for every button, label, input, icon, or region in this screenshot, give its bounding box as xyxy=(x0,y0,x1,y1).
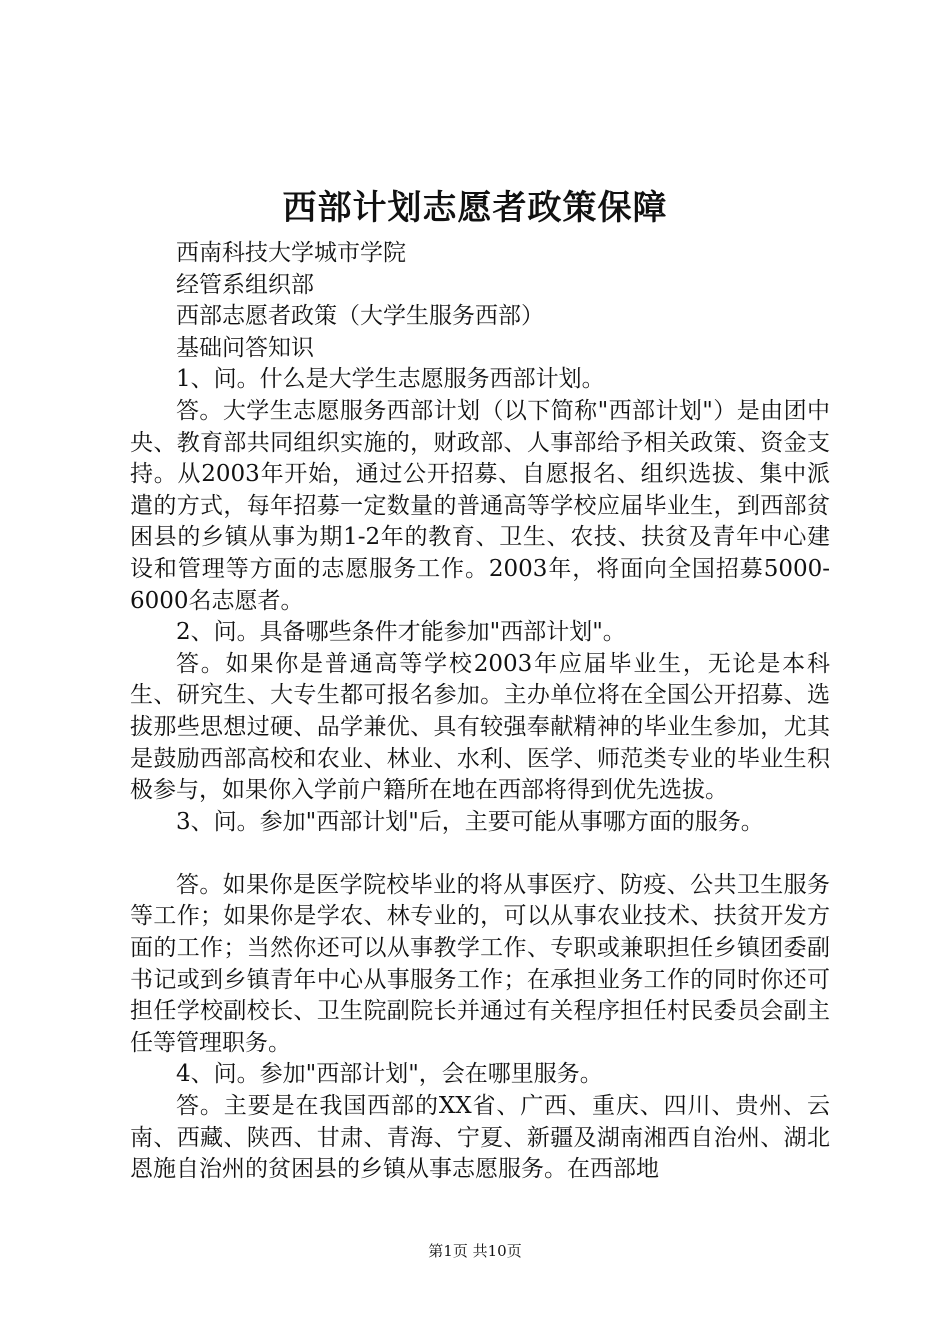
question-3: 3、问。参加"西部计划"后，主要可能从事哪方面的服务。 xyxy=(176,808,764,835)
paragraph-school: 西南科技大学城市学院 xyxy=(176,240,406,266)
answer-3: 答。如果你是医学院校毕业的将从事医疗、防疫、公共卫生服务等工作；如果你是学农、林专业的，可以从事农业技术、扶贫开发方面的工作；当然你还可以从事教学工作、专职或兼职担任乡镇团委副书记或到乡镇青年中心从事服务工作；在承担业务工作的同时你还可担任学校副校长、卫生院副院长并通过有关程序担任村民委员会副主任等管理职务。 xyxy=(130,871,830,1056)
answer-4: 答。主要是在我国西部的XX省、广西、重庆、四川、贵州、云南、西藏、陕西、甘肃、青海、宁夏、新疆及湖南湘西自治州、湖北恩施自治州的贫困县的乡镇从事志愿服务。在西部地 xyxy=(130,1093,830,1183)
document-body xyxy=(130,238,830,1186)
page-number-footer: 第1页 共10页 xyxy=(428,1242,522,1260)
answer-2: 答。如果你是普通高等学校2003年应届毕业生，无论是本科生、研究生、大专生都可报名参加。主办单位将在全国公开招募、选拔那些思想过硬、品学兼优、具有较强奉献精神的毕业生参加，尤其是鼓励西部高校和农业、林业、水利、医学、师范类专业的毕业生积极参与，如果你入学前户籍所在地在西部将得到优先选拔。 xyxy=(130,650,830,804)
blank-line xyxy=(130,838,830,870)
paragraph-department: 经管系组织部 xyxy=(176,271,314,298)
document-title: 西部计划志愿者政策保障 xyxy=(282,188,668,228)
paragraph-qa-heading: 基础问答知识 xyxy=(176,334,314,361)
question-1: 1、问。什么是大学生志愿服务西部计划。 xyxy=(176,366,605,393)
answer-1: 答。大学生志愿服务西部计划（以下简称"西部计划"）是由团中央、教育部共同组织实施的，财政部、人事部给予相关政策、资金支持。从2003年开始，通过公开招募、自愿报名、组织选拔、集中派遣的方式，每年招募一定数量的普通高等学校应届毕业生，到西部贫困县的乡镇从事为期1-2年的教育、卫生、农技、扶贫及青年中心建设和管理等方面的志愿服务工作。2003年，将面向全国招募5000-6000名志愿者。 xyxy=(130,397,830,614)
paragraph-policy-heading: 西部志愿者政策（大学生服务西部） xyxy=(176,303,544,330)
question-4: 4、问。参加"西部计划"，会在哪里服务。 xyxy=(176,1061,603,1088)
question-2: 2、问。具备哪些条件才能参加"西部计划"。 xyxy=(176,619,626,646)
